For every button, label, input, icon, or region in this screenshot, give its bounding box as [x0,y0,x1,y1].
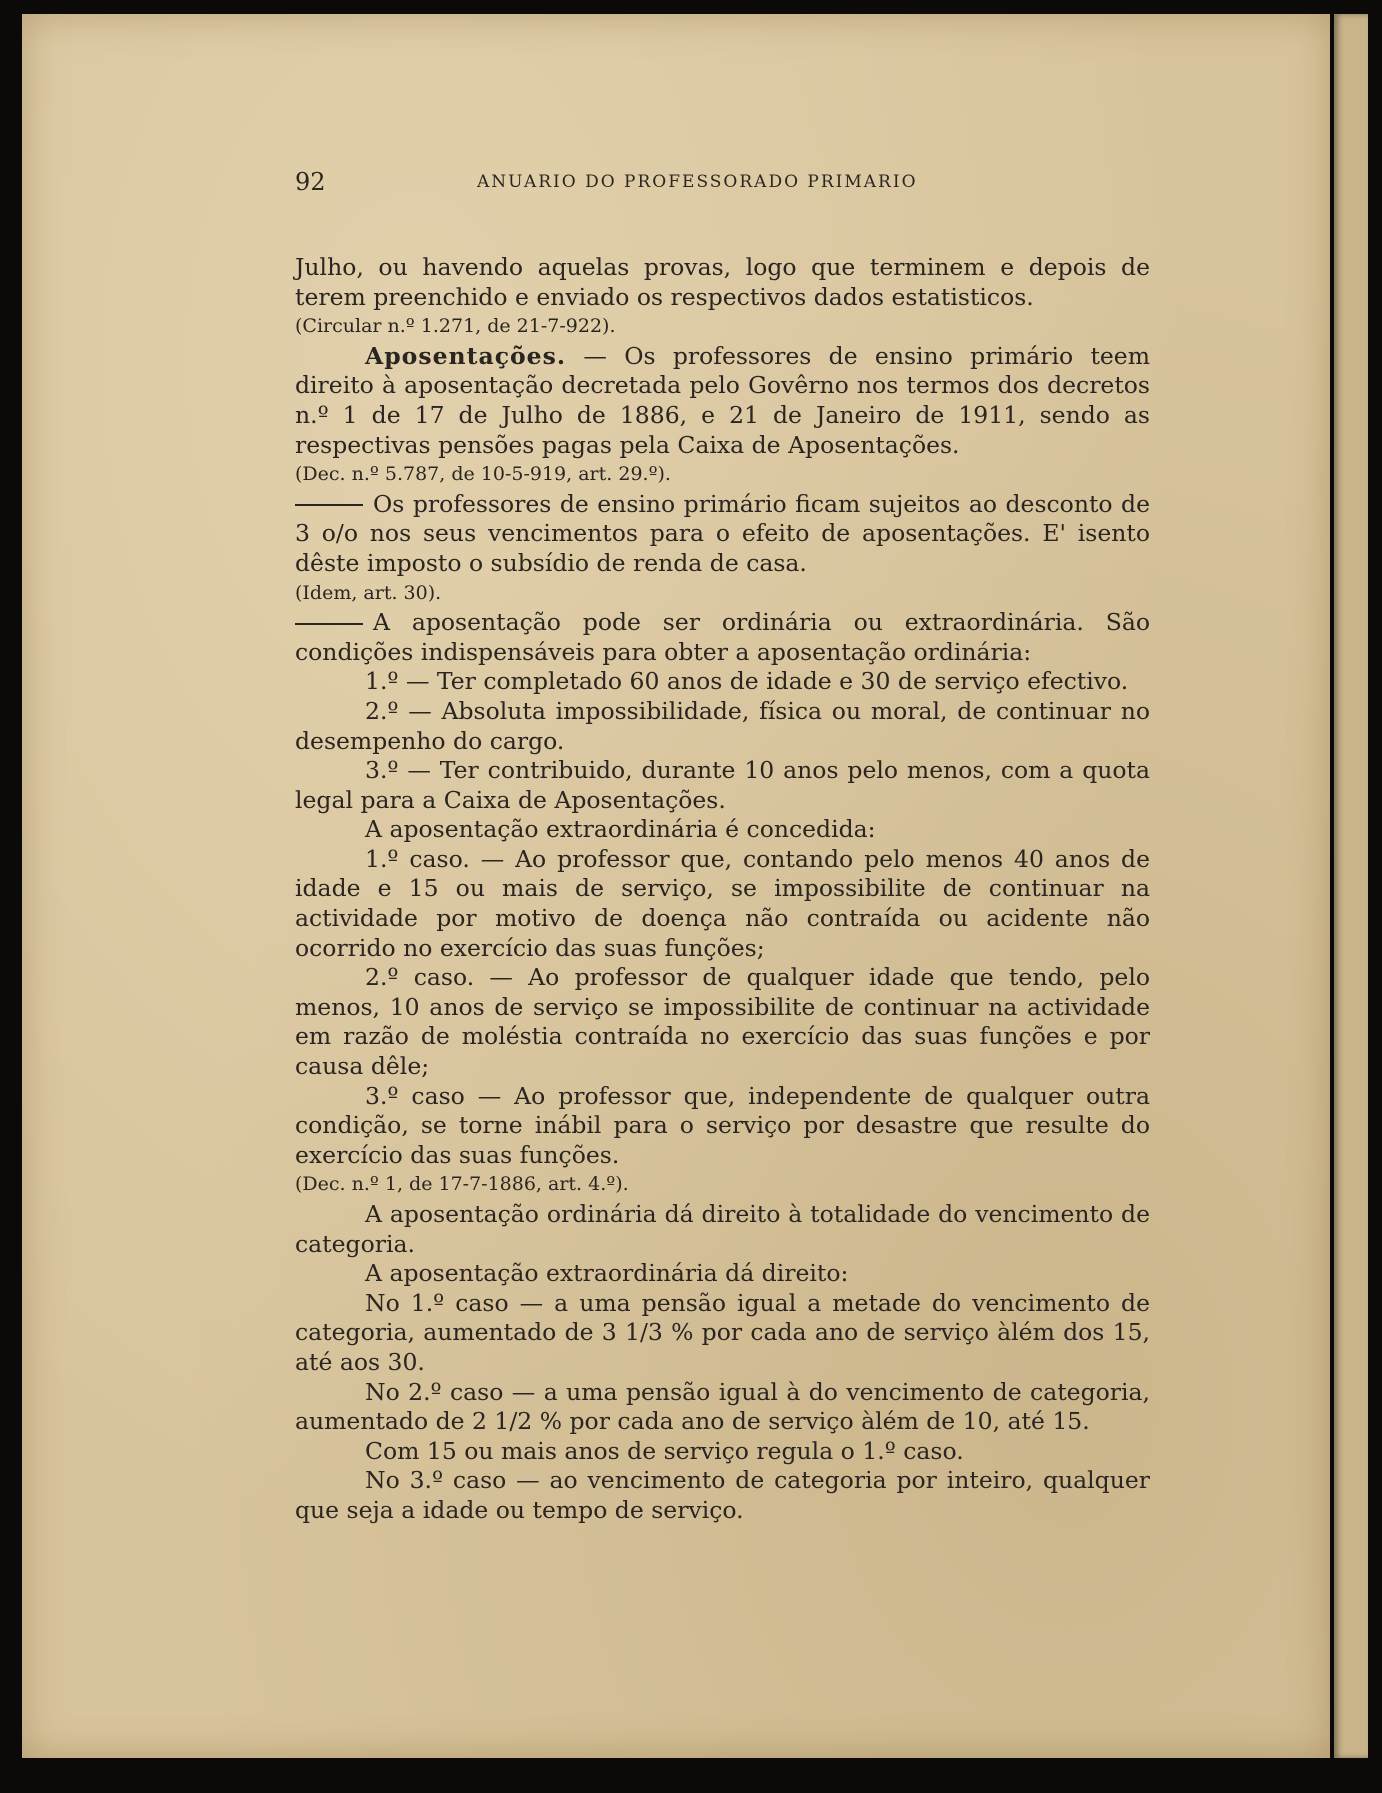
paragraph-desconto [295,490,1150,579]
citation-idem: (Idem, art. 30). [295,581,442,604]
paragraph-aposentacoes [295,342,1150,460]
dash-rule [295,623,363,625]
paragraph-extraordinaria-direito: A aposentação extraordinária dá direito: [365,1259,849,1288]
page-header [295,168,975,198]
case-3: 3.º caso — Ao professor que, independente de qualquer outra condição, se torne inábil para o serviço por desastre que resulte do exercício das suas funções. [295,1081,1150,1169]
citation-dec-1: (Dec. n.º 1, de 17-7-1886, art. 4.º). [295,1173,629,1196]
condition-2: 2.º — Absoluta impossibilidade, física ou moral, de continuar no desempenho do cargo. [295,696,1150,755]
paragraph-tipos-text: A aposentação pode ser ordinária ou extraordinária. São condições indispensáveis para obter a aposentação ordinária: [295,608,1150,666]
case-2: 2.º caso. — Ao professor de qualquer idade que tendo, pelo menos, 10 anos de serviço se impossibilite de continuar na actividade em razão de moléstia contraída no exercício das suas funções e por causa dêle; [295,963,1150,1081]
running-title: ANUARIO DO PROFESSORADO PRIMARIO [477,172,918,192]
page-number: 92 [295,168,326,196]
paragraph-julho: Julho, ou havendo aquelas provas, logo que terminem e depois de terem preenchido e enviado os respectivos dados estatisticos. [295,253,1150,311]
citation-dec-5787: (Dec. n.º 5.787, de 10-5-919, art. 29.º). [295,463,671,486]
pension-case-1: No 1.º caso — a uma pensão igual a metade do vencimento de categoria, aumentado de 3 1/3 % por cada ano de serviço àlém dos 15, até aos 30. [295,1288,1150,1376]
paragraph-tipos [295,608,1150,667]
page-edge [1334,14,1368,1758]
paragraph-ordinaria-direito: A aposentação ordinária dá direito à totalidade do vencimento de categoria. [295,1200,1150,1258]
section-title: Aposentações. [365,341,567,370]
paragraph-extraordinaria: A aposentação extraordinária é concedida: [365,815,876,844]
condition-1: 1.º — Ter completado 60 anos de idade e 30 de serviço efectivo. [365,667,1129,696]
body-text [295,253,1150,1526]
dash-rule [295,504,363,506]
condition-3: 3.º — Ter contribuido, durante 10 anos pelo menos, com a quota legal para a Caixa de Aposentações. [295,756,1150,814]
pension-case-2: No 2.º caso — a uma pensão igual à do vencimento de categoria, aumentado de 2 1/2 % por cada ano de serviço àlém de 10, até 15. [295,1377,1150,1436]
paragraph-desconto-text: Os professores de ensino primário ficam sujeitos ao desconto de 3 o/o nos seus vencimentos para o efeito de aposentações. E' isento dêste imposto o subsídio de renda de casa. [295,489,1150,577]
pension-rule: Com 15 ou mais anos de serviço regula o 1.º caso. [365,1436,964,1465]
pension-case-3: No 3.º caso — ao vencimento de categoria por inteiro, qualquer que seja a idade ou tempo de serviço. [295,1466,1150,1524]
paragraph-aposentacoes-text: — Os professores de ensino primário teem direito à aposentação decretada pelo Govêrno nos termos dos decretos n.º 1 de 17 de Julho de 1886, e 21 de Janeiro de 1911, sendo as respectivas pensões pagas pela Caixa de Aposentações. [295,341,1150,459]
citation-circular: (Circular n.º 1.271, de 21-7-922). [295,315,616,338]
case-1: 1.º caso. — Ao professor que, contando pelo menos 40 anos de idade e 15 ou mais de serviço, se impossibilite de continuar na actividade por motivo de doença não contraída ou acidente não ocorrido no exercício das suas funções; [295,844,1150,962]
